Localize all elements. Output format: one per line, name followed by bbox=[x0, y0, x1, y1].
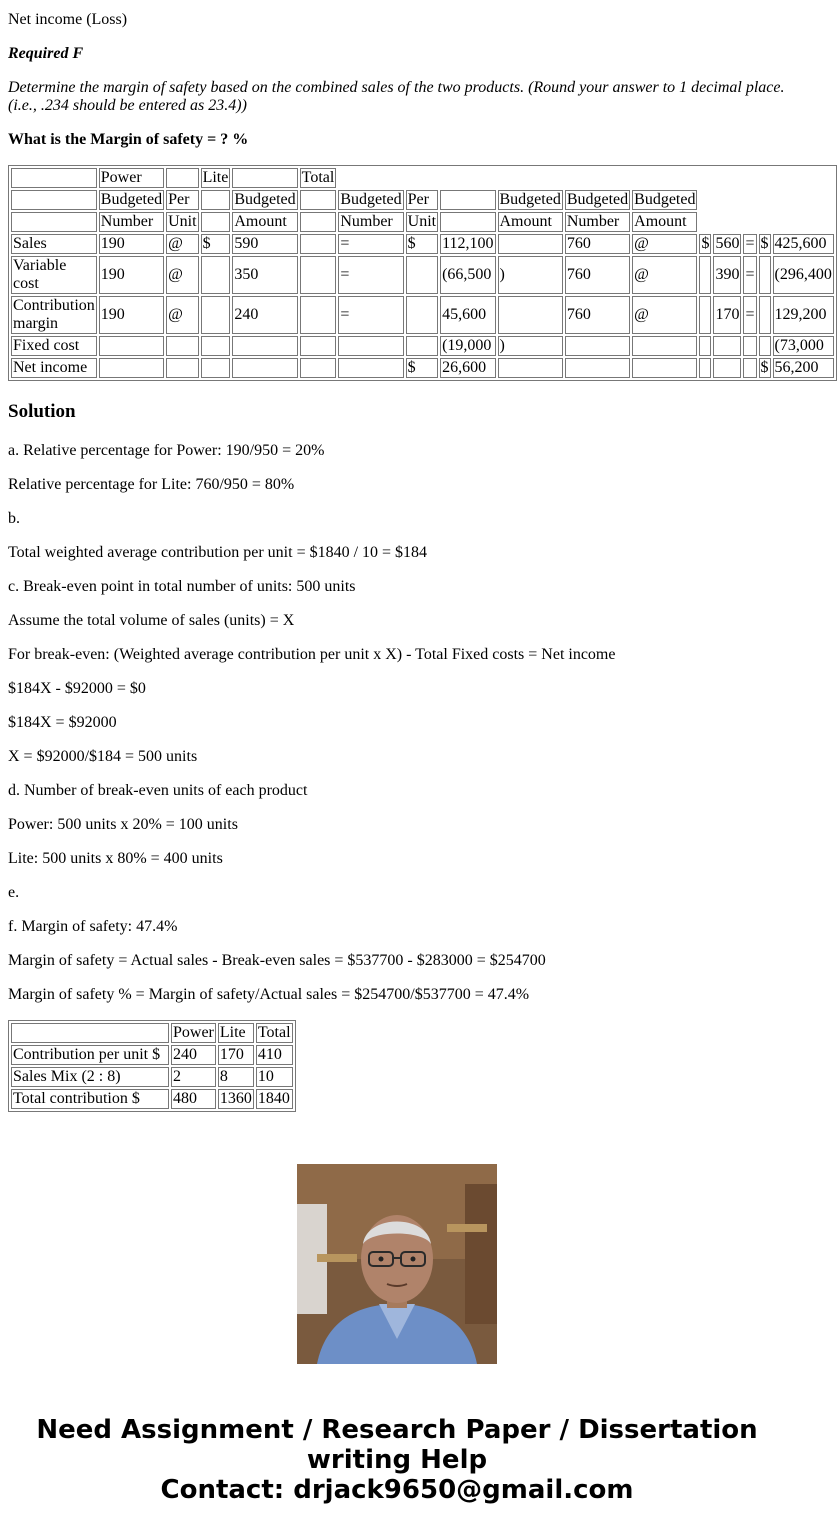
cell: $ bbox=[406, 234, 438, 254]
cell bbox=[713, 358, 741, 378]
cell: (19,000 bbox=[440, 336, 495, 356]
cell bbox=[166, 168, 198, 188]
cell: 112,100 bbox=[442, 235, 494, 252]
cell: 129,200 bbox=[773, 296, 834, 334]
cell bbox=[300, 234, 337, 254]
cell bbox=[300, 190, 337, 210]
cell: $ bbox=[760, 359, 769, 376]
cell: 590 bbox=[232, 234, 297, 254]
cell: 170 bbox=[218, 1045, 254, 1065]
cta-line: Need Assignment / Research Paper / Dissertation bbox=[36, 1415, 758, 1445]
cell: Amount bbox=[632, 212, 697, 232]
cell bbox=[498, 234, 563, 254]
question: What is the Margin of safety = ? % bbox=[8, 131, 249, 148]
cell bbox=[11, 1023, 169, 1043]
cell bbox=[201, 212, 231, 232]
cell: 8 bbox=[218, 1067, 254, 1087]
contact-banner bbox=[0, 1415, 794, 1505]
cell: Total bbox=[257, 1024, 291, 1041]
cell bbox=[99, 336, 164, 356]
cell: 425,600 bbox=[773, 234, 834, 254]
cell: Budgeted bbox=[634, 191, 696, 208]
cell: 1840 bbox=[256, 1089, 293, 1109]
cell: 2 bbox=[171, 1067, 216, 1087]
table-row-sales bbox=[11, 234, 834, 254]
cell: (73,000 bbox=[773, 336, 834, 356]
cell bbox=[406, 336, 438, 356]
table-row bbox=[11, 1023, 293, 1043]
cell bbox=[743, 336, 756, 356]
cell bbox=[232, 168, 297, 188]
cell: Budgeted bbox=[340, 191, 402, 208]
cell bbox=[632, 358, 697, 378]
cell: 760 bbox=[565, 296, 630, 334]
cell: Budgeted bbox=[234, 191, 296, 208]
solution-line: b. bbox=[8, 510, 20, 527]
cell: Lite bbox=[218, 1023, 254, 1043]
solution-line: f. Margin of safety: 47.4% bbox=[8, 918, 178, 935]
cell bbox=[201, 296, 231, 334]
cell bbox=[166, 336, 198, 356]
cell bbox=[759, 336, 771, 356]
cell bbox=[699, 256, 711, 294]
cell: Lite bbox=[202, 169, 229, 186]
cell: $ bbox=[701, 235, 710, 252]
cell: Sales Mix (2 : 8) bbox=[11, 1067, 169, 1087]
cell bbox=[632, 336, 697, 356]
solution-line: c. Break-even point in total number of units: 500 units bbox=[8, 578, 356, 595]
cell: (296,400 bbox=[773, 256, 834, 294]
net-income-heading: Net income (Loss) bbox=[8, 11, 128, 28]
cell bbox=[565, 336, 630, 356]
cell bbox=[300, 212, 337, 232]
cell: Total contribution $ bbox=[11, 1089, 169, 1109]
solution-line: d. Number of break-even units of each product bbox=[8, 782, 308, 799]
cell: 190 bbox=[99, 296, 164, 334]
row-label: Variable cost bbox=[11, 256, 97, 294]
solution-line: a. Relative percentage for Power: 190/950 = 20% bbox=[8, 442, 325, 459]
cell: 1360 bbox=[219, 1090, 252, 1107]
instructions: Determine the margin of safety based on the combined sales of the two products. (Round your answer to 1 decimal place. (i.e., .234 should be entered as 23.4)) bbox=[8, 79, 785, 114]
avatar-portrait-graphic bbox=[297, 1164, 497, 1364]
cell bbox=[201, 336, 231, 356]
cell: 45,600 bbox=[440, 296, 495, 334]
cell bbox=[440, 190, 495, 210]
cell: 760 bbox=[565, 234, 630, 254]
table-row bbox=[11, 1089, 293, 1109]
solution-line: For break-even: (Weighted average contribution per unit x X) - Total Fixed costs = Net income bbox=[8, 646, 616, 663]
contact-email[interactable]: Contact: drjack9650@gmail.com bbox=[160, 1475, 634, 1505]
table-row bbox=[11, 212, 834, 232]
cell bbox=[743, 358, 756, 378]
solution-line: Power: 500 units x 20% = 100 units bbox=[8, 816, 238, 833]
cell: 190 bbox=[99, 234, 164, 254]
cell: @ bbox=[632, 296, 697, 334]
cell: Budgeted bbox=[566, 191, 629, 208]
table-row-fixed-cost bbox=[11, 336, 834, 356]
solution-heading: Solution bbox=[8, 401, 76, 422]
cell: 560 bbox=[715, 235, 740, 252]
cell bbox=[11, 168, 97, 188]
cell bbox=[201, 256, 231, 294]
cell: Amount bbox=[498, 212, 563, 232]
cell bbox=[565, 358, 630, 378]
solution-line: Assume the total volume of sales (units) = X bbox=[8, 612, 295, 629]
cell: Budgeted bbox=[499, 191, 561, 208]
cell: = bbox=[338, 234, 403, 254]
cell: 170 bbox=[713, 296, 741, 334]
main-table-container bbox=[8, 165, 832, 381]
cell: @ bbox=[632, 234, 697, 254]
cell bbox=[11, 212, 97, 232]
cell: Per bbox=[166, 190, 198, 210]
cell: 240 bbox=[232, 296, 297, 334]
cell bbox=[713, 336, 741, 356]
required-label: Required F bbox=[8, 45, 84, 62]
table-row-net-income bbox=[11, 358, 834, 378]
cell: ) bbox=[498, 336, 563, 356]
cell: Number bbox=[338, 212, 403, 232]
cell bbox=[759, 296, 771, 334]
cell: 10 bbox=[256, 1067, 293, 1087]
cell bbox=[300, 336, 337, 356]
cell bbox=[232, 358, 297, 378]
table-row bbox=[11, 1067, 293, 1087]
summary-table bbox=[8, 1020, 296, 1112]
cell bbox=[406, 256, 438, 294]
cell: = bbox=[338, 256, 403, 294]
cell: 56,200 bbox=[773, 358, 834, 378]
table-row bbox=[11, 1045, 293, 1065]
cell bbox=[440, 212, 495, 232]
cell: Amount bbox=[232, 212, 297, 232]
cell bbox=[300, 296, 337, 334]
cell: @ bbox=[166, 296, 198, 334]
solution-line: $184X - $92000 = $0 bbox=[8, 680, 146, 697]
table-row bbox=[11, 190, 834, 210]
solution-line: Relative percentage for Lite: 760/950 = 80% bbox=[8, 476, 295, 493]
table-row-contribution-margin bbox=[11, 296, 834, 334]
cell: Total bbox=[301, 169, 335, 186]
cell: 350 bbox=[232, 256, 297, 294]
cell: Number bbox=[99, 212, 164, 232]
row-label: Net income bbox=[11, 358, 97, 378]
row-label: Contribution margin bbox=[13, 297, 95, 332]
cell: @ bbox=[166, 234, 198, 254]
cell bbox=[166, 358, 198, 378]
cell: Power bbox=[173, 1024, 214, 1041]
cell: = bbox=[743, 256, 756, 294]
cell: $ bbox=[406, 358, 438, 378]
cell bbox=[498, 358, 563, 378]
cell: Unit bbox=[407, 213, 437, 230]
cell bbox=[699, 296, 711, 334]
cell: = bbox=[338, 296, 403, 334]
cell: Unit bbox=[168, 213, 197, 230]
solution-line: Margin of safety = Actual sales - Break-even sales = $537700 - $283000 = $254700 bbox=[8, 952, 546, 969]
row-label: Fixed cost bbox=[11, 336, 97, 356]
solution-line: e. bbox=[8, 884, 20, 901]
cell bbox=[300, 256, 337, 294]
cell: $ bbox=[201, 234, 231, 254]
cell: = bbox=[743, 296, 756, 334]
author-avatar bbox=[297, 1164, 497, 1364]
cell bbox=[232, 336, 297, 356]
cell: 240 bbox=[171, 1045, 216, 1065]
cell bbox=[11, 190, 97, 210]
cell: 410 bbox=[256, 1045, 293, 1065]
solution-line: Lite: 500 units x 80% = 400 units bbox=[8, 850, 223, 867]
cell bbox=[699, 336, 711, 356]
cell bbox=[498, 296, 563, 334]
cell bbox=[338, 336, 403, 356]
cell: = bbox=[745, 235, 755, 252]
table-row-variable-cost bbox=[11, 256, 834, 294]
table-row bbox=[11, 168, 834, 188]
cell: @ bbox=[632, 256, 697, 294]
cell: @ bbox=[166, 256, 198, 294]
budget-table bbox=[8, 165, 837, 381]
cell: Number bbox=[565, 212, 630, 232]
cell: Budgeted bbox=[100, 191, 163, 208]
solution-line: Margin of safety % = Margin of safety/Actual sales = $254700/$537700 = 47.4% bbox=[8, 986, 530, 1003]
cell bbox=[759, 256, 771, 294]
cell: $ bbox=[760, 235, 769, 252]
cell: 26,600 bbox=[440, 358, 495, 378]
cell: 190 bbox=[99, 256, 164, 294]
solution-line: $184X = $92000 bbox=[8, 714, 117, 731]
cta-line: writing Help bbox=[306, 1445, 488, 1475]
cell: 760 bbox=[565, 256, 630, 294]
cell: 480 bbox=[171, 1089, 216, 1109]
solution-line: Total weighted average contribution per unit = $1840 / 10 = $184 bbox=[8, 544, 428, 561]
cell bbox=[99, 358, 164, 378]
cell bbox=[338, 358, 403, 378]
cell: (66,500 bbox=[440, 256, 495, 294]
cell: ) bbox=[498, 256, 563, 294]
cell: Contribution per unit $ bbox=[11, 1045, 169, 1065]
cell bbox=[699, 358, 711, 378]
cell: Power bbox=[99, 168, 164, 188]
cell: Per bbox=[406, 190, 438, 210]
cell bbox=[201, 358, 231, 378]
cell bbox=[300, 358, 337, 378]
cell bbox=[201, 190, 231, 210]
solution-line: X = $92000/$184 = 500 units bbox=[8, 748, 198, 765]
solution-body bbox=[8, 442, 786, 1004]
cell bbox=[406, 296, 438, 334]
row-label: Sales bbox=[11, 234, 97, 254]
cell: 390 bbox=[713, 256, 741, 294]
